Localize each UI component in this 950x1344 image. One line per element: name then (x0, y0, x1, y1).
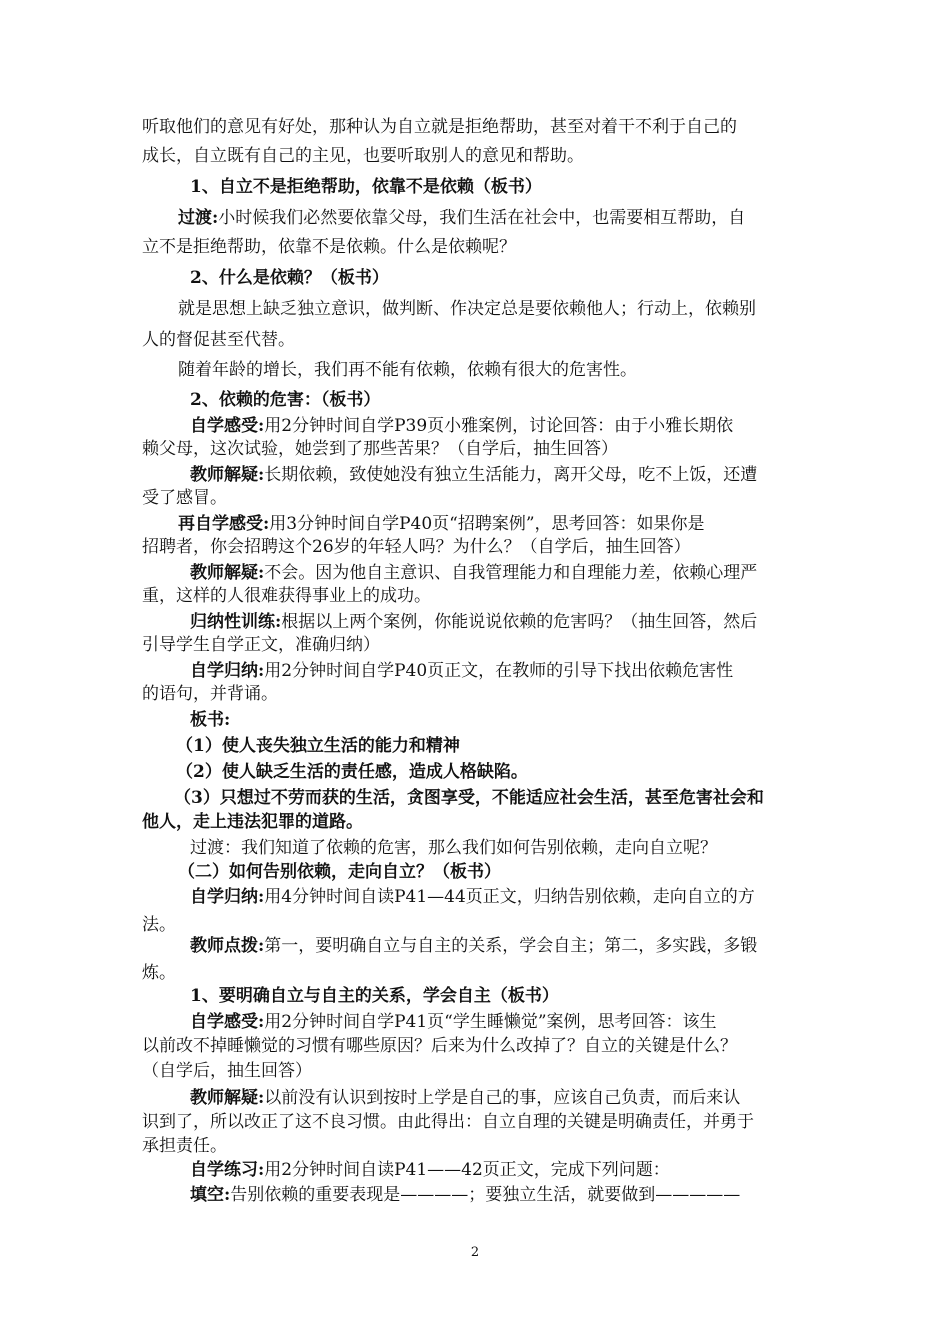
text-line (142, 683, 278, 705)
text-line (190, 415, 733, 437)
text-span: 人的督促甚至代替。 (142, 330, 295, 350)
text-line (178, 513, 705, 535)
text-line (142, 962, 176, 984)
text-span: 第一，要明确自立与自主的关系，学会自主；第二，多实践，多锻 (264, 936, 758, 956)
text-line (190, 176, 542, 198)
bold-label: 自学感受: (190, 416, 265, 436)
text-line (190, 611, 757, 633)
text-line (190, 886, 755, 908)
text-line (190, 709, 230, 731)
text-span: 以前没有认识到按时上学是自己的事，应该自己负责，而后来认 (264, 1088, 741, 1108)
text-span: 根据以上两个案例，你能说说依赖的危害吗？（抽生回答，然后 (281, 612, 758, 632)
text-line (190, 1087, 740, 1109)
text-line (190, 267, 389, 289)
text-span: 识到了，所以改正了这不良习惯。由此得出：自立自理的关键是明确责任，并勇于 (142, 1112, 754, 1132)
text-line (142, 811, 363, 833)
bold-label: 教师点拨: (190, 936, 265, 956)
text-line (190, 389, 380, 411)
text-line (190, 1159, 670, 1181)
text-span: 过渡：我们知道了依赖的危害，那么我们如何告别依赖，走向自立呢？ (190, 838, 717, 858)
bold-label: （2）使人缺乏生活的责任感，造成人格缺陷。 (176, 762, 528, 782)
text-line (190, 660, 733, 682)
text-line (190, 562, 757, 584)
text-line (142, 116, 737, 138)
text-span: 成长，自立既有自己的主见，也要听取别人的意见和帮助。 (142, 146, 584, 166)
text-line (142, 145, 584, 167)
text-span: 招聘者，你会招聘这个26岁的年轻人吗？为什么？（自学后，抽生回答） (142, 537, 691, 557)
text-line (174, 787, 764, 809)
bold-label: （3）只想过不劳而获的生活，贪图享受，不能适应社会生活，甚至危害社会和 (174, 788, 764, 808)
text-line (178, 207, 745, 229)
text-span: 用3分钟时间自学P40页“招聘案例”，思考回答：如果你是 (269, 514, 705, 534)
text-line (142, 236, 516, 258)
text-span: 用2分钟时间自学P39页小雅案例，讨论回答：由于小雅长期依 (264, 416, 734, 436)
text-line (176, 761, 528, 783)
text-span: 重，这样的人很难获得事业上的成功。 (142, 586, 431, 606)
text-line (142, 1135, 227, 1157)
text-line (142, 1060, 312, 1082)
bold-label: 再自学感受: (178, 514, 270, 534)
text-span: 以前改不掉睡懒觉的习惯有哪些原因？后来为什么改掉了？自立的关键是什么？ (142, 1036, 737, 1056)
text-line (190, 935, 757, 957)
text-line (142, 1111, 754, 1133)
text-span: 随着年龄的增长，我们再不能有依赖，依赖有很大的危害性。 (178, 360, 637, 380)
text-span: 的语句，并背诵。 (142, 684, 278, 704)
bold-label: 1、自立不是拒绝帮助，依靠不是依赖（板书） (190, 177, 542, 197)
text-line (142, 585, 431, 607)
text-span: 炼。 (142, 963, 176, 983)
text-line (190, 1184, 740, 1206)
text-span: 用2分钟时间自学P41页“学生睡懒觉”案例，思考回答：该生 (264, 1012, 717, 1032)
text-line (178, 359, 637, 381)
text-line (142, 487, 227, 509)
text-span: 告别依赖的重要表现是————；要独立生活，就要做到————— (230, 1185, 741, 1205)
text-span: 承担责任。 (142, 1136, 227, 1156)
text-span: 法。 (142, 915, 176, 935)
bold-label: 过渡: (178, 208, 219, 228)
text-line (190, 985, 559, 1007)
bold-label: 自学练习: (190, 1160, 265, 1180)
bold-label: 教师解疑: (190, 1088, 265, 1108)
text-line (178, 298, 756, 320)
text-span: 听取他们的意见有好处，那种认为自立就是拒绝帮助，甚至对着干不利于自己的 (142, 117, 737, 137)
bold-label: 自学归纳: (190, 887, 265, 907)
bold-label: 2、依赖的危害：（板书） (190, 390, 381, 410)
text-span: 用2分钟时间自学P40页正文，在教师的引导下找出依赖危害性 (264, 661, 734, 681)
text-span: 长期依赖，致使她没有独立生活能力，离开父母，吃不上饭，还遭 (264, 465, 758, 485)
text-span: 立不是拒绝帮助，依靠不是依赖。什么是依赖呢？ (142, 237, 516, 257)
text-span: 引导学生自学正文，准确归纳） (142, 635, 380, 655)
text-line (142, 329, 295, 351)
bold-label: 自学归纳: (190, 661, 265, 681)
text-line (190, 837, 717, 859)
text-span: 受了感冒。 (142, 488, 227, 508)
bold-label: 教师解疑: (190, 563, 265, 583)
bold-label: 归纳性训练: (190, 612, 282, 632)
page-number: 2 (470, 1245, 480, 1260)
text-span: 用4分钟时间自读P41—44页正文，归纳告别依赖，走向自立的方 (264, 887, 755, 907)
bold-label: 板书: (190, 710, 231, 730)
text-span: 不会。因为他自主意识、自我管理能力和自理能力差，依赖心理严 (264, 563, 758, 583)
text-line (142, 438, 618, 460)
text-line (190, 464, 757, 486)
bold-label: 2、什么是依赖？（板书） (190, 268, 389, 288)
text-line (176, 735, 460, 757)
text-span: （自学后，抽生回答） (142, 1061, 312, 1081)
text-line (142, 536, 691, 558)
bold-label: 他人，走上违法犯罪的道路。 (142, 812, 363, 832)
bold-label: （1）使人丧失独立生活的能力和精神 (176, 736, 460, 756)
text-span: 小时候我们必然要依靠父母，我们生活在社会中，也需要相互帮助，自 (218, 208, 746, 228)
text-span: 就是思想上缺乏独立意识，做判断、作决定总是要依赖他人；行动上，依赖别 (178, 299, 756, 319)
text-span: 赖父母，这次试验，她尝到了那些苦果？（自学后，抽生回答） (142, 439, 618, 459)
bold-label: 自学感受: (190, 1012, 265, 1032)
bold-label: 填空: (190, 1185, 231, 1205)
text-span: 用2分钟时间自读P41——42页正文，完成下列问题： (264, 1160, 670, 1180)
text-line (142, 634, 380, 656)
text-line (178, 861, 501, 883)
text-line (142, 1035, 737, 1057)
text-line (142, 914, 176, 936)
bold-label: 教师解疑: (190, 465, 265, 485)
bold-label: （二）如何告别依赖，走向自立？（板书） (178, 862, 501, 882)
text-line (190, 1011, 717, 1033)
bold-label: 1、要明确自立与自主的关系，学会自主（板书） (190, 986, 559, 1006)
